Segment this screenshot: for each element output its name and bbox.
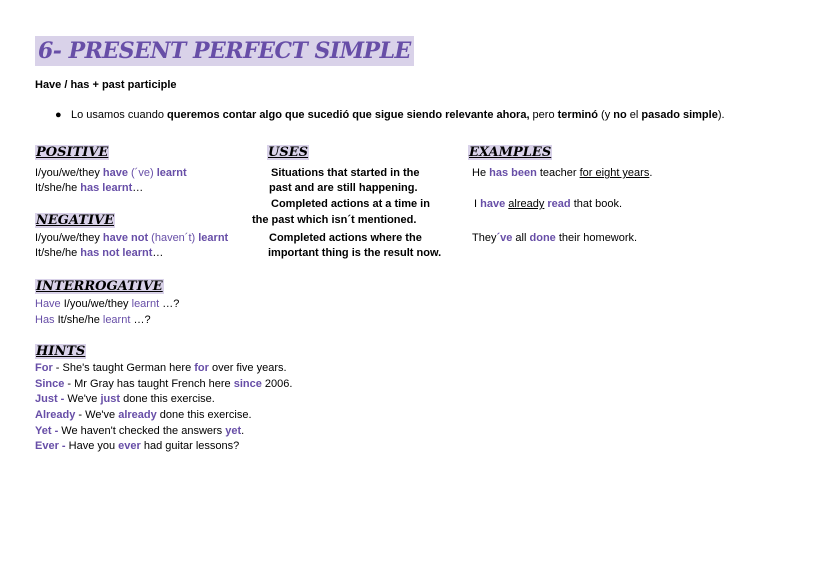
hint-already: Already - We've already done this exercise. — [35, 409, 252, 421]
uses-section — [267, 143, 309, 161]
bullet-dot-icon: ● — [55, 109, 62, 121]
uses-line: important thing is the result now. — [268, 247, 442, 259]
hints-section — [35, 342, 86, 360]
positive-section — [35, 143, 109, 161]
positive-line-plural: I/you/we/they have (´ve) learnt — [35, 167, 187, 179]
negative-line-singular: It/she/he has not learnt… — [35, 247, 164, 259]
hints-heading: HINTS — [36, 344, 86, 359]
uses-line: Completed actions at a time in — [271, 198, 430, 210]
examples-section — [468, 143, 552, 161]
example-2: I have already read that book. — [474, 198, 623, 210]
positive-line-singular: It/she/he has learnt… — [35, 182, 144, 194]
uses-line: past and are still happening. — [269, 182, 418, 194]
hint-just: Just - We've just done this exercise. — [35, 393, 215, 405]
hint-for: For - She's taught German here for over five years. — [35, 362, 287, 374]
example-3: They´ve all done their homework. — [472, 232, 638, 244]
examples-heading: EXAMPLES — [469, 145, 552, 160]
negative-section — [35, 211, 115, 229]
bullet-text: Lo usamos cuando queremos contar algo que sucedió que sigue siendo relevante ahora, pero terminó (y no el pasado simple). — [71, 109, 725, 121]
uses-line: the past which isn´t mentioned. — [252, 214, 417, 226]
page-title: 6- PRESENT PERFECT SIMPLE — [35, 36, 414, 66]
interrogative-line-plural: Have I/you/we/they learnt …? — [35, 298, 180, 310]
negative-line-plural: I/you/we/they have not (haven´t) learnt — [35, 232, 229, 244]
hint-since: Since - Mr Gray has taught French here since 2006. — [35, 378, 293, 390]
interrogative-line-singular: Has It/she/he learnt …? — [35, 314, 151, 326]
uses-line: Completed actions where the — [269, 232, 422, 244]
uses-line: Situations that started in the — [271, 167, 420, 179]
positive-heading: POSITIVE — [36, 145, 109, 160]
interrogative-section — [35, 277, 164, 295]
hint-ever: Ever - Have you ever had guitar lessons? — [35, 440, 240, 452]
hint-yet: Yet - We haven't checked the answers yet. — [35, 425, 245, 437]
example-1: He has been teacher for eight years. — [472, 167, 653, 179]
negative-heading: NEGATIVE — [36, 213, 115, 228]
uses-heading: USES — [268, 145, 309, 160]
interrogative-heading: INTERROGATIVE — [36, 279, 163, 294]
formula: Have / has + past participle — [35, 79, 177, 91]
